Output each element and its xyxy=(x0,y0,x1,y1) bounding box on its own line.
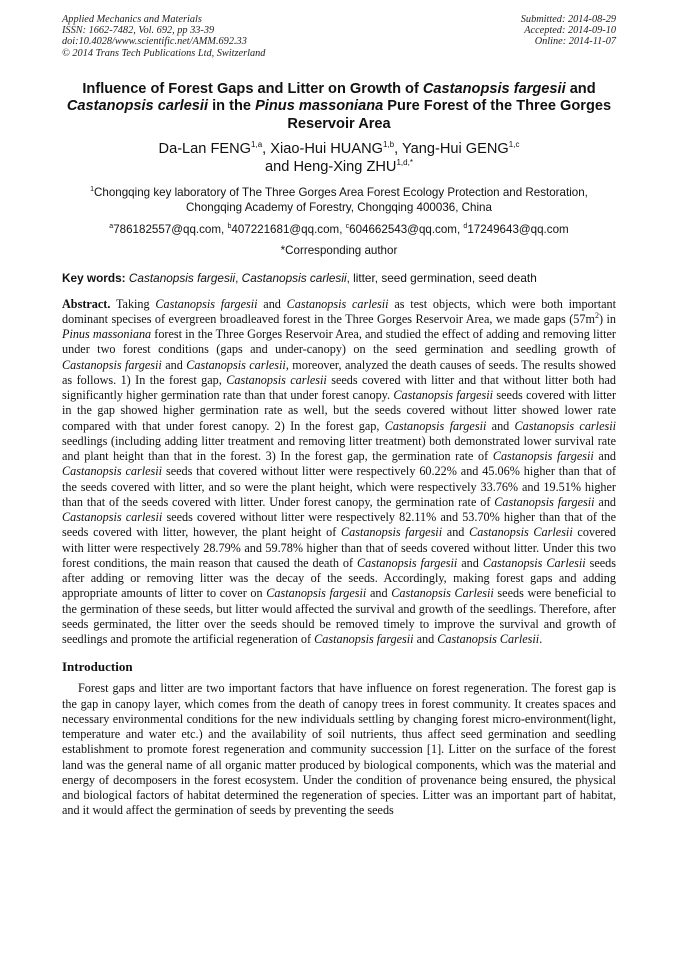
abstract-text: and xyxy=(413,632,438,647)
corresponding-author-note: *Corresponding author xyxy=(280,243,398,257)
keywords xyxy=(62,271,616,286)
abstract-species: Castanopsis fargesii xyxy=(492,449,594,464)
email-sup: b xyxy=(227,222,232,230)
date-submitted: Submitted: 2014-08-29 xyxy=(520,14,616,25)
abstract-species: Castanopsis Carlesii xyxy=(482,555,586,570)
email-link[interactable]: 407221681@qq.com, xyxy=(231,222,346,236)
email-link[interactable]: 604662543@qq.com, xyxy=(349,222,464,236)
author-emails xyxy=(62,222,616,237)
abstract-species: Castanopsis fargesii xyxy=(62,357,162,372)
author-name: Xiao-Hui HUANG xyxy=(270,140,383,157)
abstract-text: seedlings (including adding litter treatment and removing litter treatment) both demonstrated lower survival rate and plant height than that in the forest. 3) In the forest gap, the germination rate of xyxy=(62,433,616,464)
date-accepted: Accepted: 2014-09-10 xyxy=(524,25,616,37)
abstract-species: Castanopsis carlesii xyxy=(62,510,163,525)
email-link[interactable]: 786182557@qq.com, xyxy=(113,222,228,236)
abstract-species: Castanopsis Carlesii xyxy=(391,586,494,601)
abstract-species: Castanopsis fargesii xyxy=(266,586,367,601)
abstract-species: Castanopsis carlesii xyxy=(514,418,616,433)
title-part: Pure Forest of the Three Gorges Reservoir Area xyxy=(287,98,612,132)
journal-header xyxy=(62,14,616,59)
journal-name: Applied Mechanics and Materials xyxy=(62,14,202,25)
keywords-label: Key words: xyxy=(62,270,126,285)
date-online: Online: 2014-11-07 xyxy=(534,36,616,48)
author-name: Da-Lan FENG xyxy=(158,140,252,157)
abstract-text: Taking xyxy=(110,296,156,311)
title-species: Pinus massoniana xyxy=(255,98,384,115)
abstract-species: Castanopsis fargesii xyxy=(384,418,487,433)
author-sup: 1,b xyxy=(382,139,395,149)
author-separator: , xyxy=(394,140,402,157)
abstract-text: and xyxy=(594,494,617,509)
author-sup: 1,c xyxy=(508,139,520,149)
keyword-separator: , xyxy=(235,270,242,285)
title-part: and xyxy=(565,80,596,97)
abstract-species: Pinus massoniana xyxy=(62,327,152,342)
abstract-text: and xyxy=(593,449,617,464)
author-list xyxy=(62,140,616,177)
affiliation xyxy=(62,185,616,215)
abstract-text: and xyxy=(457,555,483,570)
abstract-text: , moreover, analyzed the death causes of seeds. The results showed as follows. 1) In the forest gap, xyxy=(62,357,617,387)
abstract-text: and xyxy=(442,525,470,540)
abstract-text: covered with litter were respectively 28.79% and 59.78% higher than that of seeds covered without litter. Under this two forest conditions, the main reason that caused the death of xyxy=(62,525,616,570)
journal-dates xyxy=(521,14,616,59)
abstract-text: . xyxy=(539,632,543,647)
abstract-label: Abstract. xyxy=(62,296,111,311)
affiliation-sup: 1 xyxy=(90,185,95,193)
abstract-text: and xyxy=(486,418,515,433)
abstract-species: Castanopsis fargesii xyxy=(155,296,258,311)
email-sup: a xyxy=(109,222,114,230)
abstract-text: seeds covered with litter and that without litter both had significantly higher germination rate than that under forest canopy. xyxy=(62,372,616,403)
abstract xyxy=(62,297,616,648)
abstract-species: Castanopsis Carlesii xyxy=(469,525,573,540)
title-species: Castanopsis carlesii xyxy=(66,98,209,115)
abstract-text: seeds after adding or removing litter was the decay of the seeds. Accordingly, making forest gaps and adding appropriate amounts of litter to cover on xyxy=(62,555,617,601)
paper-title xyxy=(62,81,616,134)
abstract-text: and xyxy=(366,586,392,601)
abstract-text: and xyxy=(161,357,187,372)
abstract-species: Castanopsis fargesii xyxy=(314,632,414,647)
title-species: Castanopsis fargesii xyxy=(422,80,566,97)
journal-issn: ISSN: 1662-7482, Vol. 692, pp 33-39 xyxy=(62,25,215,37)
abstract-species: Castanopsis carlesii xyxy=(226,372,327,387)
abstract-species: Castanopsis Carlesii xyxy=(437,632,540,647)
abstract-text: seeds were beneficial to the germination of these seeds, but litter would affected the survival and growth of the seedlings. Therefore, after seeds germinated, the litter over the seeds should be removed timely to improve the survival and growth of seedlings and promote the artificial regeneration of xyxy=(62,586,616,647)
email-sup: d xyxy=(463,222,468,230)
keyword: , litter, seed germination, seed death xyxy=(346,270,537,285)
affiliation-text: Chongqing key laboratory of The Three Gorges Area Forest Ecology Protection and Restoration, Chongqing Academy of Forestry, Chongqing 400036, China xyxy=(94,185,588,214)
author-separator: and xyxy=(265,159,294,176)
email-link[interactable]: 17249643@qq.com xyxy=(467,222,569,236)
abstract-text: seeds covered without litter were respectively 82.11% and 53.70% higher than that of the seeds covered with litter, however, the plant height of xyxy=(62,510,616,540)
abstract-text: seeds that covered without litter were respectively 60.22% and 45.06% higher than that of the seeds covered with litter, and so were the plant height, which were respectively 33.76% and 19.51% higher than that of the seeds covered with litter. Under forest canopy, the germination rate of xyxy=(62,464,617,509)
author-sup: 1,a xyxy=(251,139,263,149)
abstract-species: Castanopsis fargesii xyxy=(356,555,458,570)
abstract-species: Castanopsis fargesii xyxy=(340,525,443,540)
title-part: Influence of Forest Gaps and Litter on Growth of xyxy=(82,80,423,97)
title-part: in the xyxy=(208,98,256,115)
author-name: Heng-Xing ZHU xyxy=(293,159,397,176)
abstract-species: Castanopsis carlesii xyxy=(62,464,163,479)
abstract-text: forest in the Three Gorges Reservoir Area, and studied the effect of adding and removing litter under two forest conditions (gaps and under-canopy) on the seed germination and seedling growth of xyxy=(62,327,616,357)
keyword: Castanopsis fargesii xyxy=(125,270,236,285)
abstract-text: seeds covered with litter in the gap showed higher germination rate as well, but the seeds covered without litter showed lower rate compared with that under forest canopy. 2) In the forest gap, xyxy=(62,388,617,433)
email-sup: c xyxy=(345,222,350,230)
author-sup: 1,d,* xyxy=(396,158,413,168)
journal-doi: doi:10.4028/www.scientific.net/AMM.692.33 xyxy=(62,36,247,48)
abstract-species: Castanopsis fargesii xyxy=(494,494,595,509)
abstract-text: ) in xyxy=(598,311,616,326)
abstract-species: Castanopsis carlesii xyxy=(286,296,389,311)
abstract-species: Castanopsis fargesii xyxy=(393,388,494,403)
section-heading-introduction: Introduction xyxy=(62,659,133,675)
keyword: Castanopsis carlesii xyxy=(241,270,347,285)
abstract-text: as test objects, which were both important dominant specises of evergreen broadleaved forest in the Three Gorges Reservoir Area, we made gaps (57m xyxy=(62,296,617,326)
author-separator: , xyxy=(262,140,271,157)
abstract-text: and xyxy=(257,296,287,311)
abstract-text: 2 xyxy=(594,310,599,320)
abstract-species: Castanopsis carlesii xyxy=(186,357,286,372)
introduction-paragraph: Forest gaps and litter are two important factors that have influence on forest regeneration. The forest gap is the gap in canopy layer, which comes from the death of canopy trees in forest community. It creates spaces and necessary environmental conditions for the new individuals settling by changing forest micro-environment(light, temperature and water etc.) and the availability of soil nutrients, thus affect seed germination and seedling establishment to promote forest regeneration and community succession [1]. Litter on the surface of the forest land was the general name of all organic matter produced by biological components, which was the material and energy of decomposers in the forest ecosystem. Under the condition of provenance being ensured, the physical and biological factors of habitat determined the regeneration of species. Litter was an important part of habitat, and it would affect the germination of seeds by preventing the seeds xyxy=(62,681,616,818)
journal-copyright: © 2014 Trans Tech Publications Ltd, Switzerland xyxy=(62,47,266,59)
author-name: Yang-Hui GENG xyxy=(401,140,509,157)
journal-info xyxy=(62,14,265,59)
